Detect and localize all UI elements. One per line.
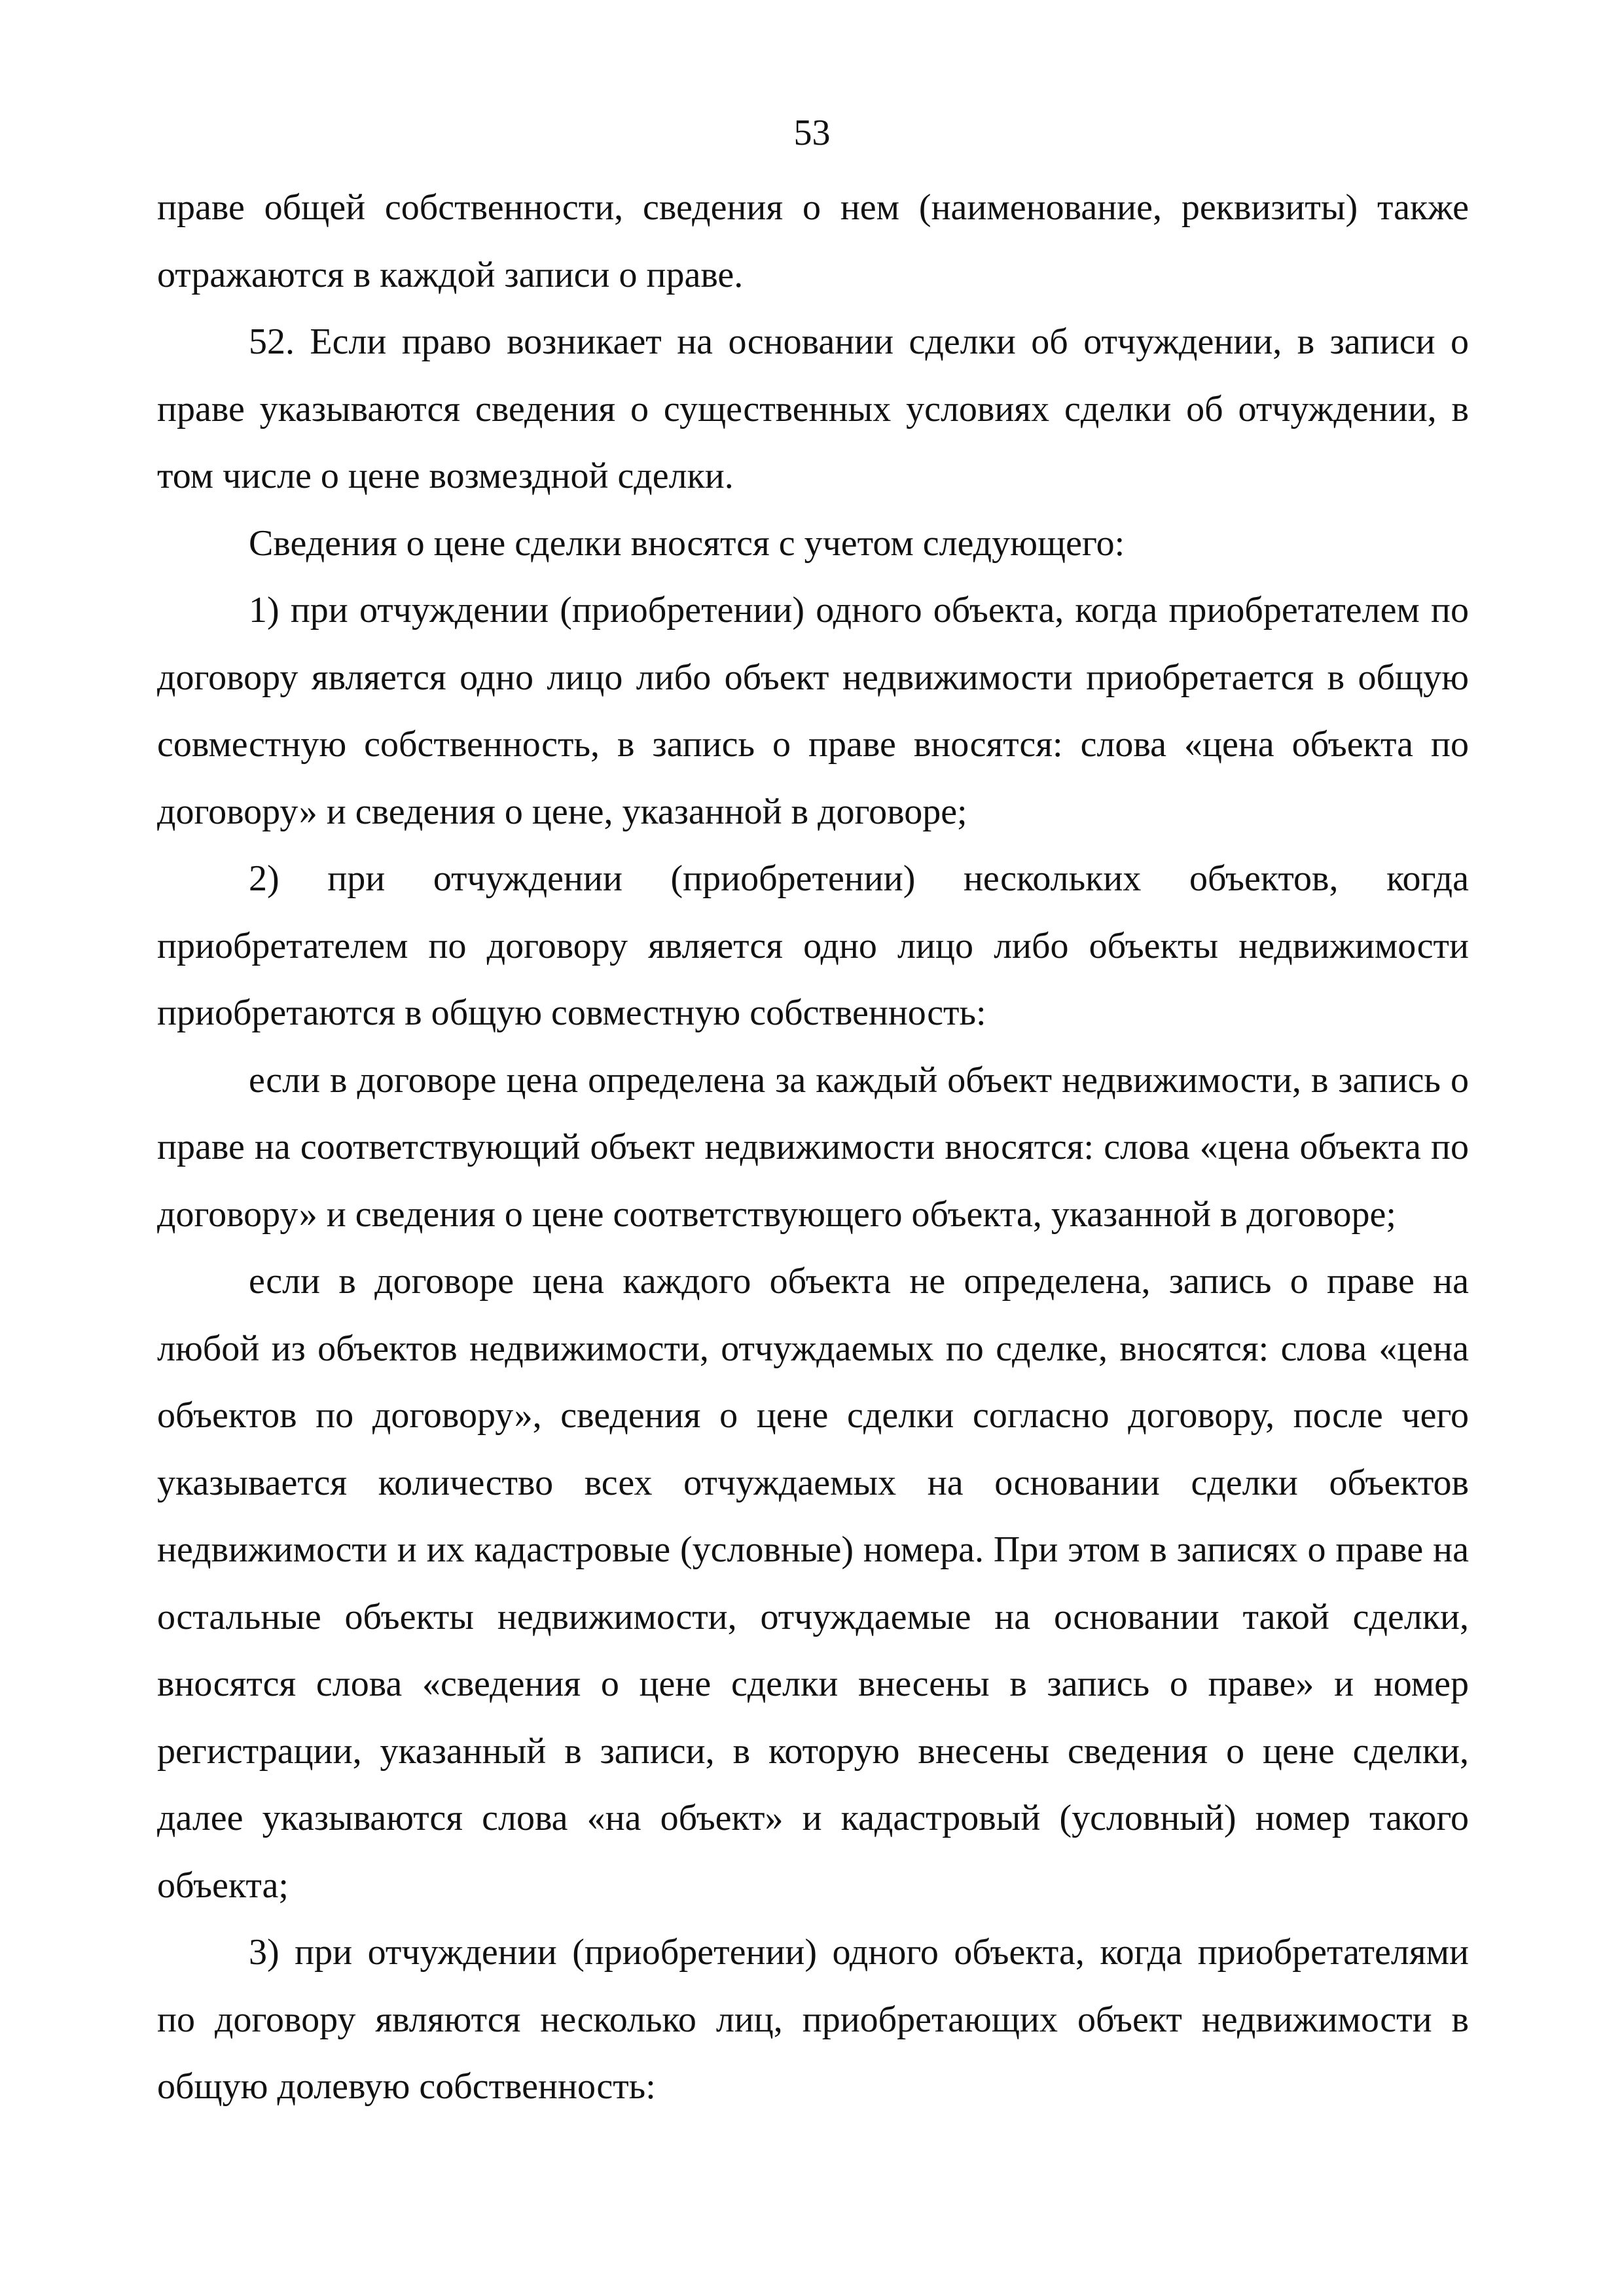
paragraph-price-defined: если в договоре цена определена за каждый объект недвижимости, в запись о праве на соответствующий объект недвижимости вносятся: слова «цена объекта по договору» и сведения о цене соответствующего объекта, указанной в договоре; <box>157 1059 1469 1235</box>
paragraph-price-undefined: если в договоре цена каждого объекта не определена, запись о праве на любой из объектов недвижимости, отчуждаемых по сделке, вносятся: слова «цена объектов по договору», сведения о цене сделки согласно договору, после чего указывается количество всех отчуждаемых на основании сделки объектов недвижимости и их кадастровые (условные) номера. При этом в записях о праве на остальные объекты недвижимости, отчуждаемые на основании такой сделки, вносятся слова «сведения о цене сделки внесены в запись о праве» и номер регистрации, указанный в записи, в которую внесены сведения о цене сделки, далее указываются слова «на объект» и кадастровый (условный) номер такого объекта; <box>157 1261 1469 1906</box>
paragraph-continuation: праве общей собственности, сведения о нем (наименование, реквизиты) также отражаются в каждой записи о праве. <box>157 187 1469 295</box>
paragraph-subitem-1: 1) при отчуждении (приобретении) одного объекта, когда приобретателем по договору является одно лицо либо объект недвижимости приобретается в общую совместную собственность, в запись о праве вносятся: слова «цена объекта по договору» и сведения о цене, указанной в договоре; <box>157 590 1469 832</box>
paragraph-subitem-3: 3) при отчуждении (приобретении) одного объекта, когда приобретателями по договору являются несколько лиц, приобретающих объект недвижимости в общую долевую собственность: <box>157 1932 1469 2107</box>
page-number: 53 <box>793 113 831 153</box>
paragraph-item-52: 52. Если право возникает на основании сделки об отчуждении, в записи о праве указываются сведения о существенных условиях сделки об отчуждении, в том числе о цене возмездной сделки. <box>157 321 1469 496</box>
paragraph-subitem-2: 2) при отчуждении (приобретении) нескольких объектов, когда приобретателем по договору является одно лицо либо объекты недвижимости приобретаются в общую совместную собственность: <box>157 858 1469 1033</box>
page-body <box>157 174 1469 2121</box>
paragraph-price-intro: Сведения о цене сделки вносятся с учетом следующего: <box>249 522 1125 564</box>
